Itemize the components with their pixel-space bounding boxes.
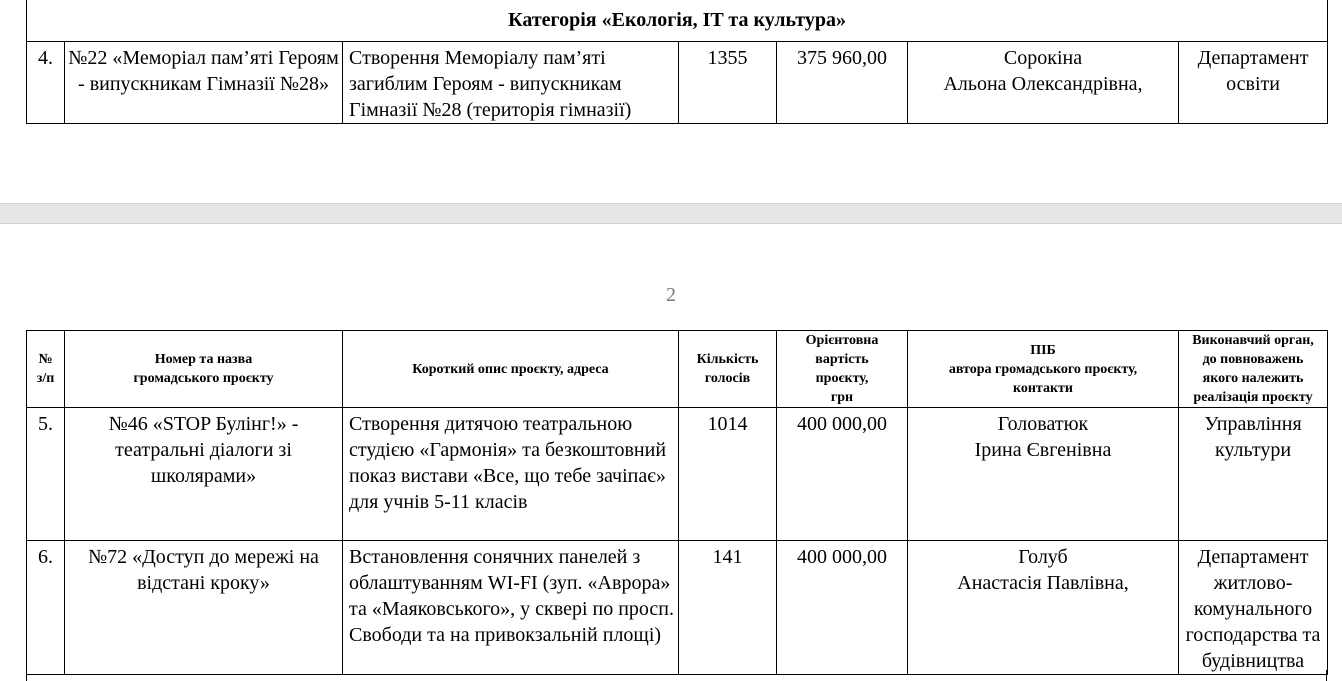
header-executive-body <box>1179 331 1328 408</box>
row-number: 6. <box>27 541 65 675</box>
vote-count: 1355 <box>679 42 777 124</box>
header-text: голосів <box>704 371 751 386</box>
header-text: Виконавчий орган, <box>1192 333 1314 348</box>
author-surname: Головатюк <box>997 413 1089 435</box>
executive-body: Департамент житлово-комунального господарства та будівництва <box>1179 541 1328 675</box>
project-description: Встановлення сонячних панелей з облаштуванням WI-FI (зуп. «Аврора» та «Маяковського», у сквері по просп. Свободи та на привокзальній площі) <box>343 541 679 675</box>
author-surname: Голуб <box>1018 546 1068 568</box>
executive-body: Департамент освіти <box>1179 42 1328 124</box>
header-text: до повноважень <box>1202 352 1304 367</box>
header-number <box>27 331 65 408</box>
header-text: якого належить <box>1202 371 1304 386</box>
author-given-names: Анастасія Павлівна, <box>957 572 1129 594</box>
table-row <box>27 408 1328 541</box>
project-name: №22 «Меморіал пам’яті Героям - випускникам Гімназії №28» <box>65 42 343 124</box>
header-text: Номер та назва <box>154 352 253 367</box>
header-project-name <box>65 331 343 408</box>
header-text: № <box>38 352 53 367</box>
author-given-names: Альона Олександрівна, <box>943 73 1143 95</box>
category-heading: Категорія «Екологія, IT та культура» <box>27 0 1328 42</box>
header-text: грн <box>830 390 854 405</box>
project-cost: 400 000,00 <box>777 408 908 541</box>
header-description: Короткий опис проєкту, адреса <box>343 331 679 408</box>
header-text: громадського проєкту <box>133 371 274 386</box>
vote-count: 141 <box>679 541 777 675</box>
row-number: 4. <box>27 42 65 124</box>
table-row <box>27 541 1328 675</box>
header-text: проєкту, <box>815 371 869 386</box>
header-text: автора громадського проєкту, <box>948 361 1138 377</box>
row-number: 5. <box>27 408 65 541</box>
table-header-row <box>27 331 1328 408</box>
project-description: Створення Меморіалу пам’яті загиблим Героям - випускникам Гімназії №28 (територія гімназії) <box>343 42 679 124</box>
table-border-continuation-left <box>26 670 27 681</box>
page-number: 2 <box>666 284 676 306</box>
header-cost <box>777 331 908 408</box>
projects-table-page2 <box>26 330 1328 675</box>
project-author <box>908 42 1179 124</box>
author-surname: Сорокіна <box>1003 47 1083 69</box>
header-text: з/п <box>36 371 55 386</box>
header-votes <box>679 331 777 408</box>
project-cost: 400 000,00 <box>777 541 908 675</box>
vote-count: 1014 <box>679 408 777 541</box>
header-author <box>908 331 1179 408</box>
table-border-continuation-right <box>1326 670 1327 681</box>
header-text: вартість <box>815 352 869 367</box>
header-text: реалізація проєкту <box>1193 390 1313 405</box>
project-cost: 375 960,00 <box>777 42 908 124</box>
project-author <box>908 541 1179 675</box>
project-description: Створення дитячою театральною студією «Гармонія» та безкоштовний показ вистави «Все, що тебе зачіпає» для учнів 5-11 класів <box>343 408 679 541</box>
table-row <box>27 42 1328 124</box>
project-name: №46 «STOP Булінг!» - театральні діалоги зі школярами» <box>65 408 343 541</box>
header-text: контакти <box>1012 380 1073 396</box>
project-name: №72 «Доступ до мережі на відстані кроку» <box>65 541 343 675</box>
projects-table-page1 <box>26 0 1328 124</box>
page-break <box>0 203 1342 224</box>
author-given-names: Ірина Євгенівна <box>974 439 1112 461</box>
executive-body: Управління культури <box>1179 408 1328 541</box>
header-text: Орієнтовна <box>805 333 879 348</box>
project-author <box>908 408 1179 541</box>
header-text: Кількість <box>696 352 759 367</box>
header-text: ПІБ <box>1030 342 1056 358</box>
